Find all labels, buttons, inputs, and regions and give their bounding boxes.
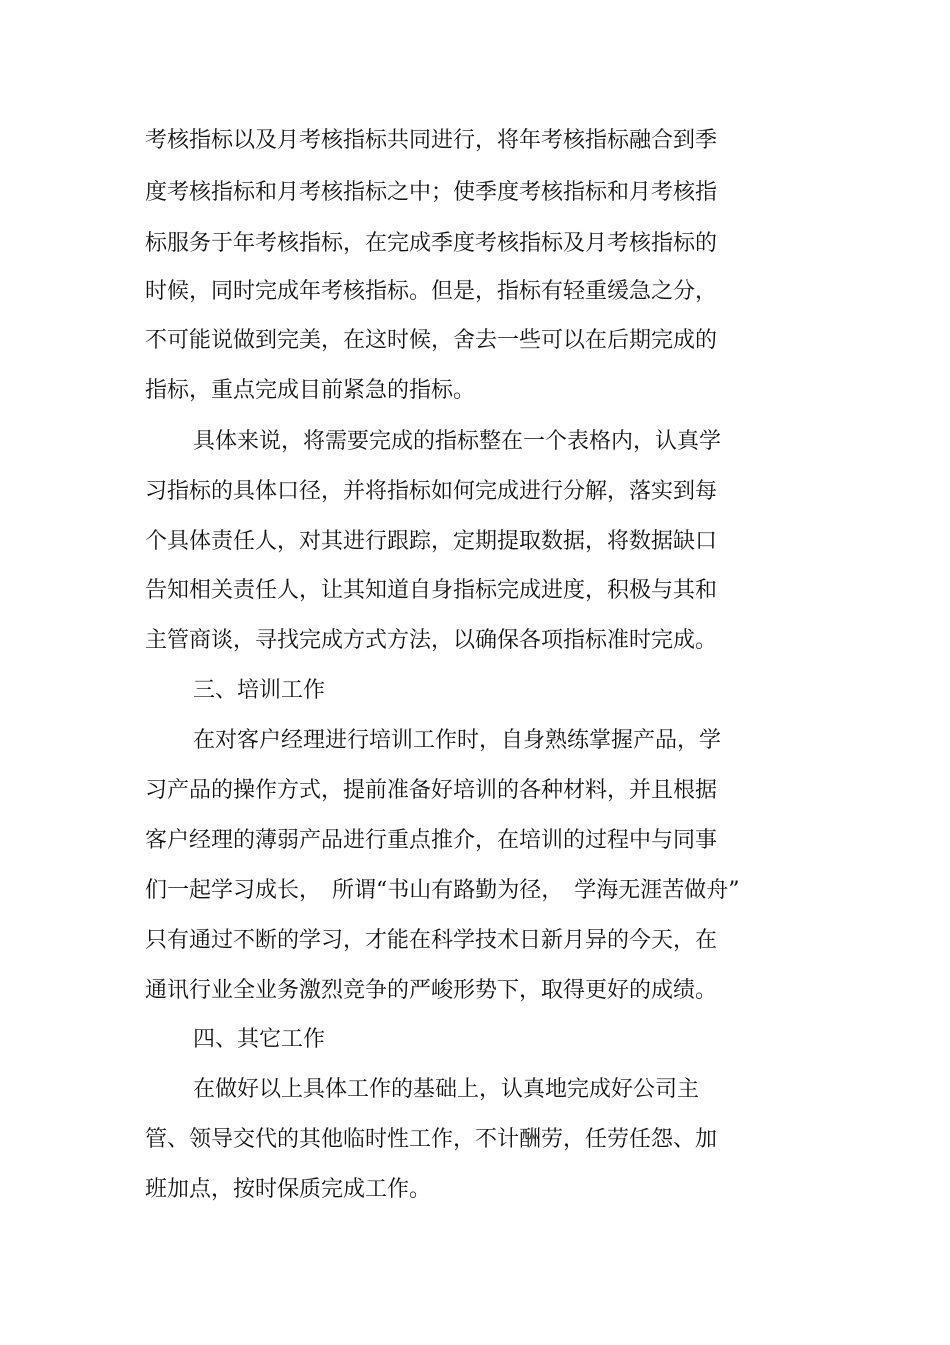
paragraph-line: 班加点，按时保质完成工作。 [145,1177,432,1202]
paragraph-line: 时候，同时完成年考核指标。但是，指标有轻重缓急之分， [145,279,718,304]
section-heading: 三、培训工作 [193,678,326,703]
paragraph-line: 在做好以上具体工作的基础上，认真地完成好公司主 [193,1077,700,1102]
paragraph-line: 们一起学习成长， 所谓“书山有路勤为径， 学海无涯苦做舟” [145,878,740,903]
paragraph-line: 不可能说做到完美，在这时候，舍去一些可以在后期完成的 [145,328,718,353]
paragraph-line: 主管商谈，寻找完成方式方法，以确保各项指标准时完成。 [145,628,718,653]
paragraph-line: 管、领导交代的其他临时性工作，不计酬劳，任劳任怨、加 [145,1127,718,1152]
paragraph-line: 通讯行业全业务激烈竞争的严峻形势下，取得更好的成绩。 [145,978,718,1003]
paragraph-line: 告知相关责任人，让其知道自身指标完成进度，积极与其和 [145,578,718,603]
paragraph-line: 考核指标以及月考核指标共同进行，将年考核指标融合到季 [145,128,718,153]
paragraph-line: 具体来说，将需要完成的指标整在一个表格内，认真学 [193,429,722,454]
paragraph-line: 标服务于年考核指标，在完成季度考核指标及月考核指标的 [145,231,718,256]
paragraph-line: 习产品的操作方式，提前准备好培训的各种材料，并且根据 [145,778,718,803]
paragraph-line: 度考核指标和月考核指标之中；使季度考核指标和月考核指 [145,180,718,205]
section-heading: 四、其它工作 [193,1027,326,1052]
paragraph-line: 只有通过不断的学习，才能在科学技术日新月异的今天，在 [145,928,718,953]
paragraph-line: 个具体责任人，对其进行跟踪，定期提取数据，将数据缺口 [145,529,718,554]
paragraph-line: 客户经理的薄弱产品进行重点推介，在培训的过程中与同事 [145,828,718,853]
paragraph-line: 习指标的具体口径，并将指标如何完成进行分解，落实到每 [145,479,718,504]
paragraph-line: 指标，重点完成目前紧急的指标。 [145,378,476,403]
paragraph-line: 在对客户经理进行培训工作时，自身熟练掌握产品，学 [193,728,722,753]
